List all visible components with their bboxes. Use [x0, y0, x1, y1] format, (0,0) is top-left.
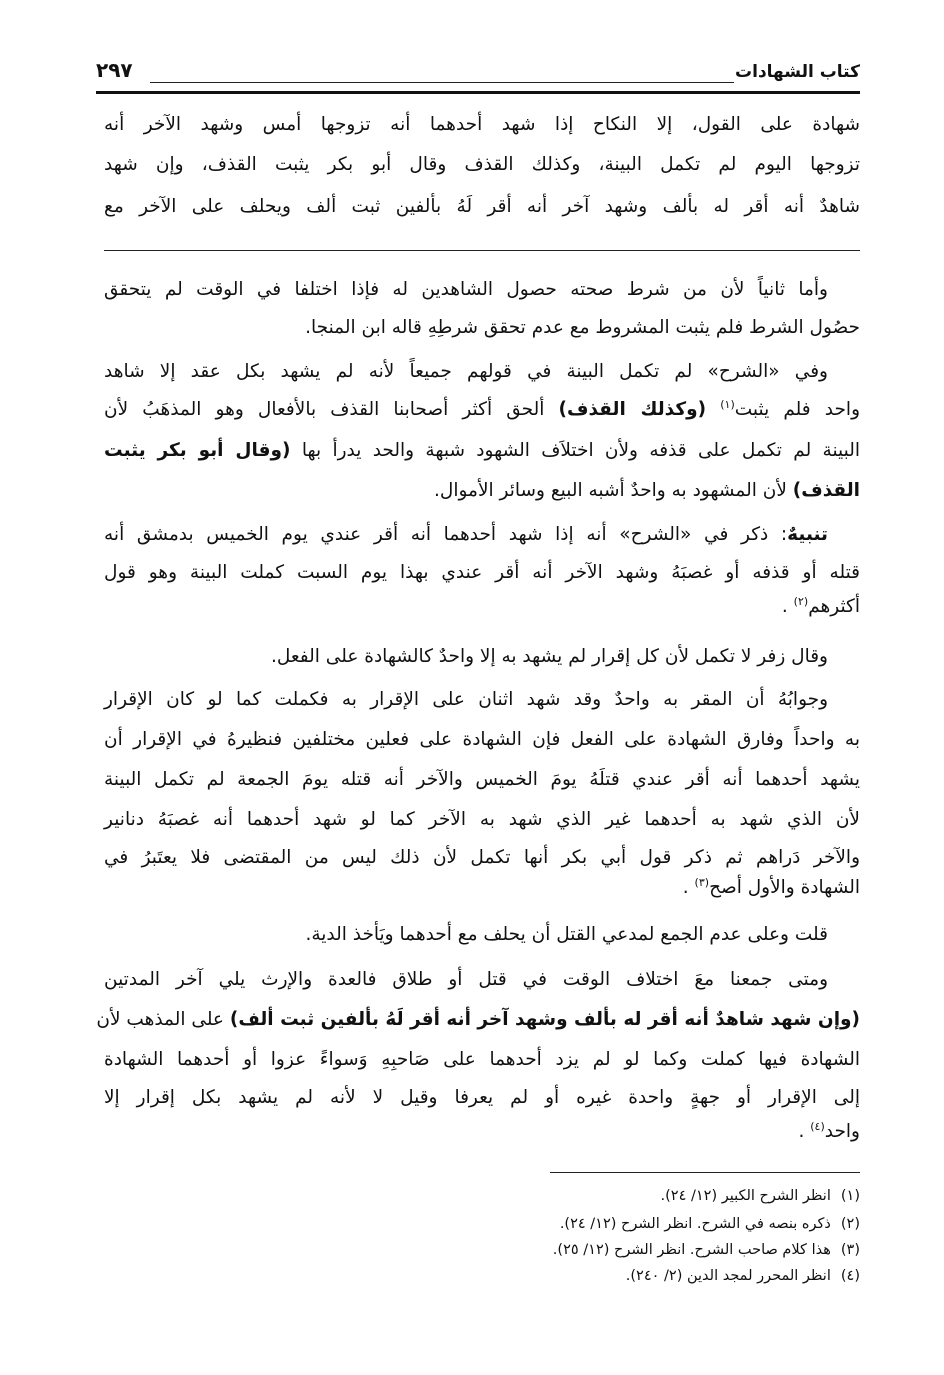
text-segment: قلت وعلى عدم الجمع لمدعي القتل أن يحلف مع أحدهما ويَأخذ الدية. — [305, 924, 828, 945]
bold-text: (وقال أبو بكر يثبت — [104, 440, 291, 461]
footnote-reference: (١) — [720, 397, 735, 411]
footnote-reference: (٢) — [793, 594, 809, 608]
text-line — [104, 590, 860, 624]
text-line — [104, 871, 860, 905]
text-segment: والآخر دَراهم ثم ذكر قول أبي بكر أنها تكمل لأن ذلك ليس من المقتضى فلا يعتَبرُ في — [104, 847, 860, 868]
footnote-number: (٤) — [840, 1268, 860, 1284]
header-rule — [96, 91, 860, 94]
text-line — [104, 640, 860, 674]
text-line — [104, 311, 860, 345]
text-line — [104, 1115, 860, 1149]
footnote — [560, 1212, 860, 1236]
text-line — [104, 918, 860, 952]
text-line — [104, 1043, 860, 1077]
text-line — [104, 393, 860, 427]
text-segment: الشهادة فيها كملت وكما لو لم يزد أحدهما على صَاحبِهِ وَسواءً عزوا أو أحدهما الشهادة — [104, 1049, 860, 1070]
text-segment: لأن المشهود به واحدٌ أشبه البيع وسائر الأموال. — [434, 480, 793, 501]
text-segment: : ذكر في «الشرح» أنه إذا شهد أحدهما أنه أقر عندي يوم الخميس بدمشق أنه — [104, 524, 788, 545]
bold-text: تنبيهٌ — [787, 524, 828, 545]
footnote-rule — [550, 1172, 860, 1173]
text-segment: وأما ثانياً لأن من شرط صحته حصول الشاهدين له فإذا اختلفا في الوقت لم يتحقق — [104, 279, 828, 300]
footnote-number: (١) — [840, 1188, 860, 1204]
footnote-text: هذا كلام صاحب الشرح. انظر الشرح (١٢/ ٢٥). — [552, 1242, 831, 1258]
text-segment: إلى الإقرار أو جهةٍ واحدة غيره أو لم يعرفا وقيل لا لأنه لم يشهد بكل إقرار إلا — [104, 1087, 860, 1108]
text-line — [104, 518, 860, 552]
text-segment: به واحداً وفارق الشهادة على الفعل فإن الشهادة على فعلين مختلفين فنظيرهُ في الإقرار أن — [104, 729, 860, 750]
footnote-reference: (٣) — [694, 875, 710, 889]
text-line — [104, 148, 860, 182]
text-line — [104, 723, 860, 757]
text-segment: . — [781, 596, 794, 617]
text-line — [104, 273, 860, 307]
footnote-reference: (٤) — [810, 1119, 825, 1133]
bold-text: القذف) — [792, 480, 860, 501]
text-segment: ألحق أكثر أصحابنا القذف بالأفعال وهو المذهَبُ لأن — [104, 399, 559, 420]
text-segment: لأن الذي شهد به أحدهما غير الذي شهد به الآخر كما لو شهد أحدهما أنه غصبَهُ دنانير — [104, 809, 860, 830]
footnote-text: انظر الشرح الكبير (١٢/ ٢٤). — [660, 1188, 831, 1204]
text-segment: ومتى جمعنا معَ اختلاف الوقت في قتل أو طلاق فالعدة والإرث يلي آخر المدتين — [104, 969, 828, 990]
text-line — [104, 556, 860, 590]
footnote — [661, 1184, 860, 1208]
text-segment: شهادة على القول، إلا النكاح إذا شهد أحدهما أنه تزوجها أمس وشهد الآخر أنه — [104, 114, 860, 135]
footnote-text: ذكره بنصه في الشرح. انظر الشرح (١٢/ ٢٤). — [559, 1216, 831, 1232]
text-line — [104, 474, 860, 508]
text-segment: وفي «الشرح» لم تكمل البينة في قولهم جميعاً لأنه لم يشهد بكل عقد إلا شاهد — [104, 361, 828, 382]
text-segment: وجوابُهُ أن المقر به واحدٌ وقد شهد اثنان على الإقرار به فكملت كما لو كان الإقرار — [104, 689, 828, 710]
text-line — [104, 841, 860, 875]
text-line — [104, 434, 860, 468]
text-segment: البينة لم تكمل على قذفه ولأن اختلاَف الشهود شبهة والحد يدرأ بها — [290, 440, 861, 461]
footnote — [553, 1238, 860, 1262]
text-segment: تزوجها اليوم لم تكمل البينة، وكذلك القذف وقال أبو بكر يثبت القذف، وإن شهد — [104, 154, 860, 175]
text-line — [104, 108, 860, 142]
text-line — [104, 190, 860, 224]
text-segment: شاهدٌ أنه أقر له بألف وشهد آخر أنه أقر لَهُ بألفين ثبت ألف ويحلف على الآخر مع — [104, 196, 860, 217]
text-segment: وقال زفر لا تكمل لأن كل إقرار لم يشهد به إلا واحدٌ كالشهادة على الفعل. — [270, 646, 828, 667]
text-segment: . — [798, 1121, 811, 1142]
text-segment: حصُول الشرط فلم يثبت المشروط مع عدم تحقق شرطِهِ قاله ابن المنجا. — [305, 317, 860, 338]
text-segment: واحد — [824, 1121, 860, 1142]
footnote-number: (٢) — [840, 1216, 860, 1232]
footnote-number: (٣) — [840, 1242, 860, 1258]
footnote-text: انظر المحرر لمجد الدين (٢/ ٢٤٠). — [625, 1268, 831, 1284]
text-segment: أكثرهم — [808, 596, 860, 617]
text-segment: واحد فلم يثبت — [734, 399, 861, 420]
text-line — [104, 763, 860, 797]
text-line — [104, 1081, 860, 1115]
text-segment: . — [682, 877, 695, 898]
text-segment — [706, 399, 720, 420]
text-segment: قتله أو قذفه أو غصبَهُ وشهد الآخر أنه أقر عندي بهذا يوم السبت كملت البينة وهو قول — [104, 562, 860, 583]
text-segment: الشهادة والأول أصح — [709, 877, 860, 898]
text-line — [104, 803, 860, 837]
page-number: ٢٩٧ — [96, 58, 133, 82]
running-header-title: كتاب الشهادات — [735, 62, 860, 82]
text-segment: على المذهب لأن — [96, 1009, 230, 1030]
footnote — [626, 1264, 860, 1288]
text-line — [104, 683, 860, 717]
text-segment: يشهد أحدهما أنه أقر عندي قتلَهُ يومَ الخميس والآخر أنه قتله يومَ الجمعة لم تكمل البينة — [104, 769, 860, 790]
bold-text: (وكذلك القذف) — [558, 399, 707, 420]
matn-separator-rule — [104, 250, 860, 251]
text-line — [104, 355, 860, 389]
bold-text: (وإن شهد شاهدٌ أنه أقر له بألف وشهد آخر أنه أقر لَهُ بألفين ثبت ألف) — [229, 1009, 860, 1030]
text-line — [104, 963, 860, 997]
text-line — [96, 1003, 860, 1037]
header-dash-line — [150, 82, 734, 83]
